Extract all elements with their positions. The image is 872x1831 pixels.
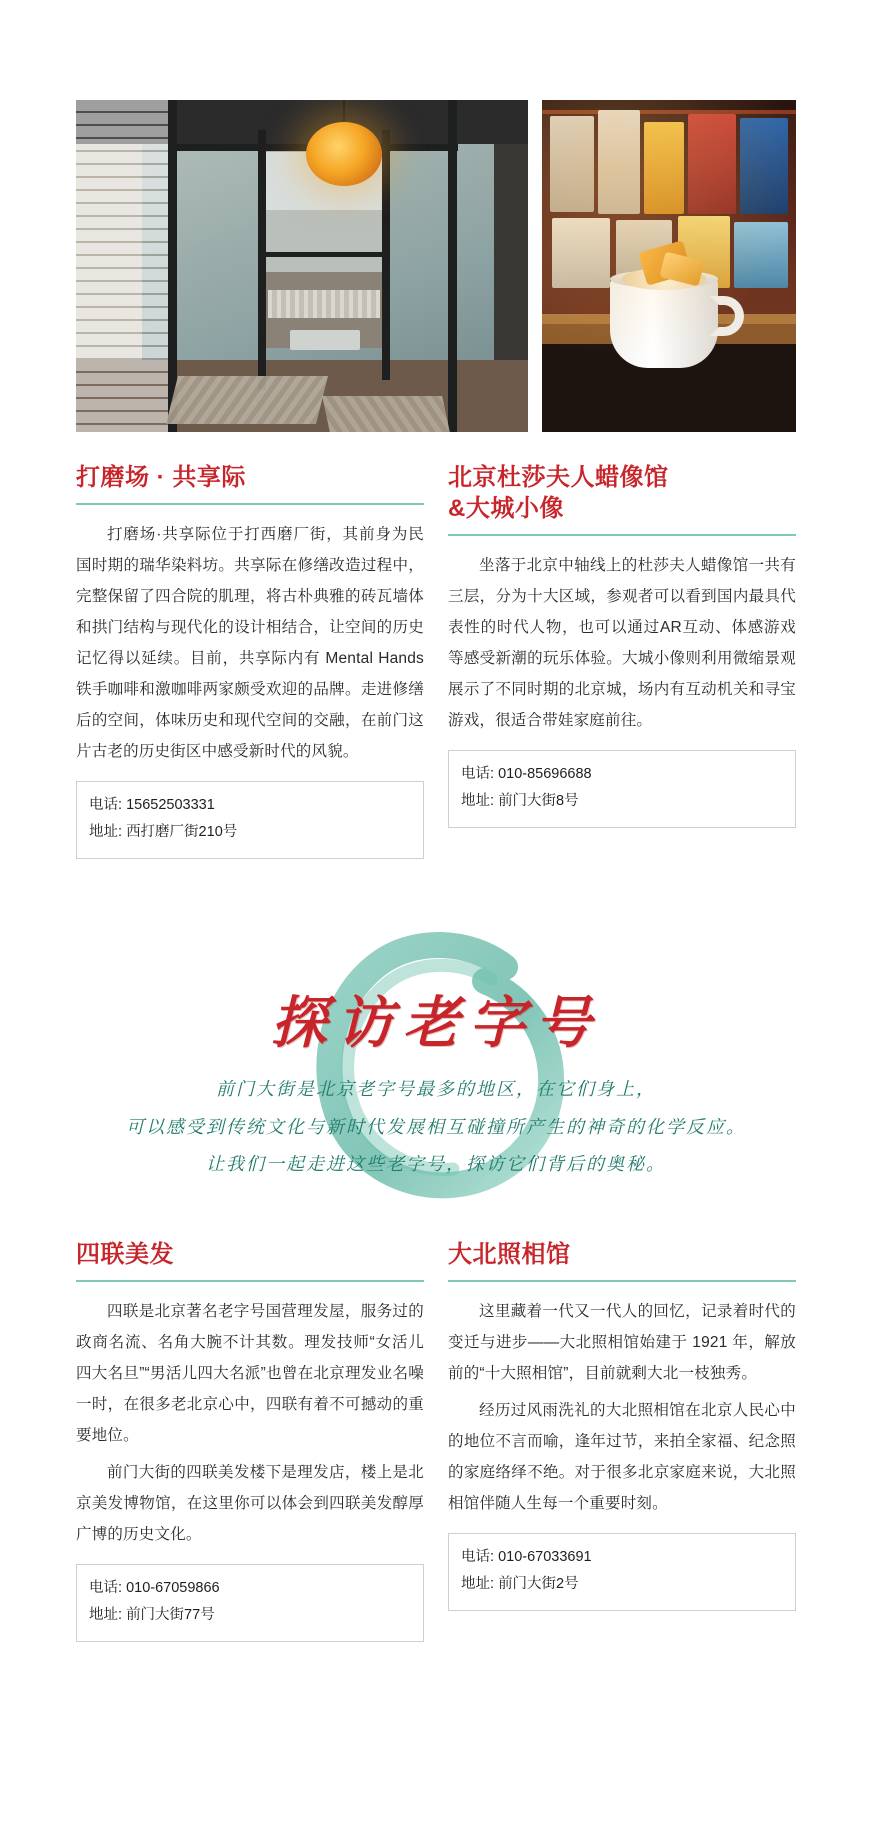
section-title: 打磨场 · 共享际 [76, 464, 246, 491]
phone-line [461, 761, 783, 788]
banner-subtitle-line: 前门大街是北京老字号最多的地区，在它们身上， [216, 1078, 656, 1099]
floor-mat [322, 396, 450, 432]
title-underline [448, 534, 796, 536]
pergola [268, 290, 380, 318]
address-label: 地址: [461, 793, 495, 810]
address-label: 地址: [89, 824, 123, 840]
section-dabei-photo-studio [448, 1239, 796, 1611]
phone-line [89, 1575, 411, 1602]
address-value: 前门大街2号 [498, 1575, 579, 1592]
address-value: 前门大街77号 [126, 1606, 215, 1623]
courtyard-glass-door-photo [76, 100, 528, 432]
lamp-cord [343, 100, 345, 124]
banner-subtitle-line: 让我们一起走进这些老字号，探访它们背后的奥秘。 [206, 1154, 666, 1175]
address-line [461, 1571, 783, 1598]
section-paragraph: 坐落于北京中轴线上的杜莎夫人蜡像馆一共有三层，分为十大区域，参观者可以看到国内最具代表性的时代人物，也可以通过AR互动、体感游戏等感受新潮的玩乐体验。大城小像则利用微缩景观展示了不同时期的北京城，场内有互动机关和寻宝游戏，很适合带娃家庭前往。 [448, 557, 796, 730]
contact-info-box [76, 1564, 424, 1642]
phone-label: 电话: [89, 1580, 123, 1596]
phone-label: 电话: [461, 766, 495, 783]
phone-value: 010-67033691 [498, 1549, 592, 1565]
section-damochang [76, 462, 424, 859]
address-line [461, 788, 783, 815]
brick-wall-texture [76, 100, 168, 432]
contact-info-box [76, 781, 424, 859]
phone-line [89, 792, 411, 819]
address-value: 前门大街8号 [498, 793, 579, 810]
phone-label: 电话: [89, 797, 123, 814]
address-line [89, 1602, 411, 1629]
section-paragraph: 前门大街的四联美发楼下是理发店，楼上是北京美发博物馆，在这里你可以体会到四联美发醇厚广博的历史文化。 [76, 1464, 424, 1543]
title-underline [448, 1280, 796, 1282]
address-value: 西打磨厂街210号 [126, 824, 238, 840]
section-paragraph: 这里藏着一代又一代人的回忆，记录着时代的变迁与进步——大北照相馆始建于 1921 年，解放前的“十大照相馆”，目前就剩大北一枝独秀。 [448, 1303, 796, 1382]
phone-value: 15652503331 [126, 797, 215, 814]
banner-subtitle-line: 可以感受到传统文化与新时代发展相互碰撞所产生的神奇的化学反应。 [126, 1116, 746, 1137]
bottom-section-columns [0, 1233, 872, 1642]
address-label: 地址: [461, 1575, 495, 1592]
section-title [448, 462, 796, 524]
warm-light-glow [542, 100, 796, 432]
floor-mat [166, 376, 328, 424]
section-madame-tussauds [448, 462, 796, 828]
phone-value: 010-67059866 [126, 1580, 220, 1596]
photo-row [0, 0, 872, 432]
section-title: 大北照相馆 [448, 1240, 571, 1268]
section-title-line2: &大城小像 [448, 495, 564, 523]
section-paragraph: 四联是北京著名老字号国营理发屋，服务过的政商名流、名角大腕不计其数。理发技师“女活儿四大名旦”“男活儿四大名派”也曾在北京理发业名噪一时，在很多老北京心中，四联有着不可撼动的重要地位。 [76, 1303, 424, 1444]
section-silian-hairdressing [76, 1239, 424, 1642]
section-paragraph: 打磨场·共享际位于打西磨厂街，其前身为民国时期的瑞华染料坊。共享际在修缮改造过程中，完整保留了四合院的肌理，将古朴典雅的砖瓦墙体和拱门结构与现代化的设计相结合，让空间的历史记忆得以延续。目前，共享际内有 Mental Hands 铁手咖啡和激咖啡两家颇受欢迎的品牌。走进修缮后的空间，体味历史和现代空间的交融，在前门这片古老的历史街区中感受新时代的风貌。 [76, 526, 424, 761]
contact-info-box [448, 750, 796, 828]
address-line [89, 819, 411, 846]
section-title-line1: 北京杜莎夫人蜡像馆 [448, 464, 669, 491]
top-section-columns [0, 432, 872, 859]
section-title: 四联美发 [76, 1240, 174, 1268]
banner-title: 探访老字号 [271, 992, 601, 1055]
phone-label: 电话: [461, 1549, 495, 1565]
section-paragraph: 经历过风雨洗礼的大北照相馆在北京人民心中的地位不言而喻，逢年过节，来拍全家福、纪念照的家庭络绎不绝。对于很多北京家庭来说，大北照相馆伴随人生每一个重要时刻。 [448, 1402, 796, 1512]
title-underline [76, 1280, 424, 1282]
bench [290, 330, 360, 350]
title-underline [76, 503, 424, 505]
phone-value: 010-85696688 [498, 766, 592, 783]
coffee-cup-photo [542, 100, 796, 432]
calligraphy-banner [0, 903, 872, 1233]
address-label: 地址: [89, 1606, 123, 1623]
contact-info-box [448, 1533, 796, 1611]
door-frame-horizontal [258, 252, 390, 257]
banner-subtitle [0, 1071, 872, 1184]
door-frame-vertical [258, 130, 266, 390]
phone-line [461, 1544, 783, 1571]
pendant-lamp [306, 122, 382, 186]
